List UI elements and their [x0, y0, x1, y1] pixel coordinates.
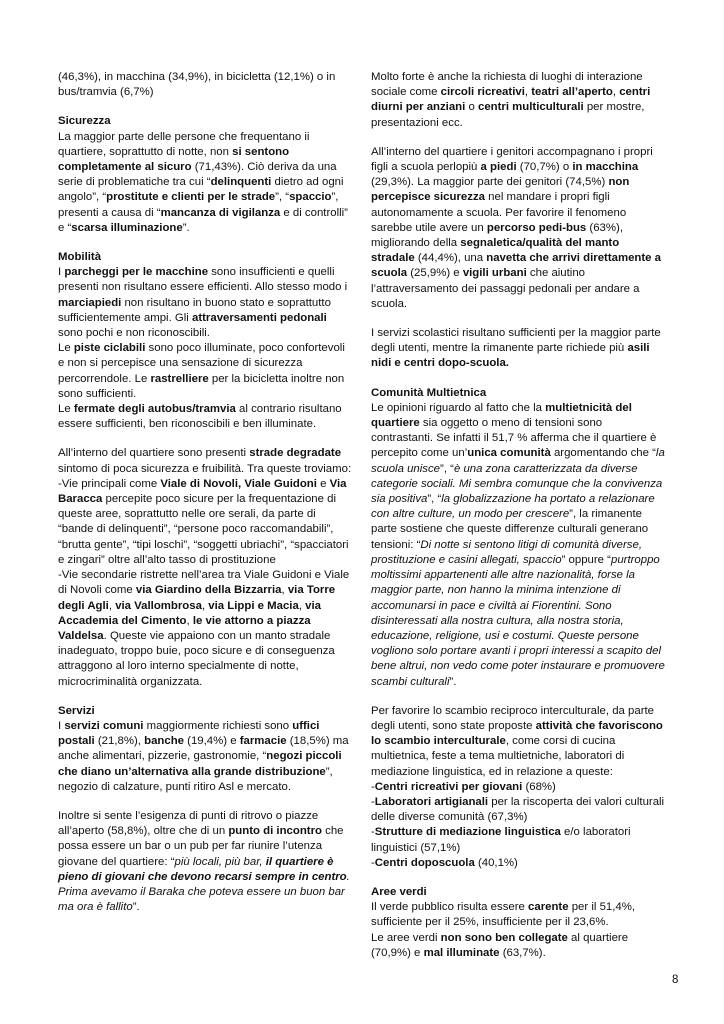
right-paragraph: I servizi scolastici risultano sufficienti per la maggior parte degli utenti, mentre la rimanente parte richiede più asili nidi e centri dopo-scuola. [371, 327, 661, 370]
page-number: 8 [672, 974, 679, 986]
right-paragraph: All’interno del quartiere i genitori accompagnano i propri figli a scuola perlopiù a piedi (70,7%) o in macchina (29,3%). La maggior parte dei genitori (74,5%) non percepisce sicurezza nel mandare i propri figli autonomamente a scuola. Per favorire il fenomeno sarebbe utile avere un percorso pedi-bus (63%), migliorando della segnaletica/qualità del manto stradale (44,4%), una navetta che arrivi direttamente a scuola (25,9%) e vigili urbani che aiutino l’attraversamento dei passaggi pedonali per andare a scuola. [371, 145, 661, 310]
left-heading: Mobilità [58, 251, 102, 264]
left-heading: Sicurezza [58, 115, 111, 128]
right-heading: Aree verdi [371, 885, 427, 898]
left-paragraph: I servizi comuni maggiormente richiesti sono uffici postali (21,8%), banche (19,4%) e farmacie (18,5%) ma anche alimentari, pizzerie, gastronomie, “negozi piccoli che diano un’alternativa alla grande distribuzione”, negozio di calzature, punti ritiro Asl e mercato. [58, 719, 349, 793]
right-paragraph: Il verde pubblico risulta essere carente per il 51,4%, sufficiente per il 25%, insufficiente per il 23,6%. Le aree verdi non sono ben collegate al quartiere (70,9%) e mal illuminate (63,7%). [371, 901, 636, 959]
left-column [58, 70, 352, 929]
left-paragraph: Inoltre si sente l’esigenza di punti di ritrovo o piazze all’aperto (58,8%), oltre che di un punto di incontro che possa essere un bar o un pub per far riunire l’utenza giovane del quartiere: “più locali, più bar, il quartiere è pieno di giovani che devono recarsi sempre in centro. Prima avevamo il Baraka che poteva essere un buon bar ma ora è fallito”. [58, 809, 350, 914]
left-paragraph: (46,3%), in macchina (34,9%), in bicicletta (12,1%) o in bus/tramvia (6,7%) [58, 71, 336, 99]
right-paragraph: Per favorire lo scambio reciproco interculturale, da parte degli utenti, sono state proposte attività che favoriscono lo scambio interculturale, come corsi di cucina multietnica, feste a tema multietniche, laboratori di mediazione linguistica, ed in relazione a queste: -Centri ricreativi per giovani (68%) -Laboratori artigianali per la riscoperta dei valori culturali delle diverse comunità (67,3%) -Strutture di mediazione linguistica e/o laboratori linguistici (57,1%) -Centri doposcuola (40,1%) [371, 704, 665, 869]
right-paragraph: Molto forte è anche la richiesta di luoghi di interazione sociale come circoli ricreativi, teatri all’aperto, centri diurni per anziani o centri multiculturali per mostre, presentazioni ecc. [371, 71, 651, 129]
left-paragraph: I parcheggi per le macchine sono insufficienti e quelli presenti non risultano essere efficienti. Allo stesso modo i marciapiedi non risultano in buono stato e soprattutto sufficientemente ampi. Gli attraversamenti pedonali sono pochi e non riconoscibili. Le piste ciclabili sono poco illuminate, poco confortevoli e non si percepisce una sensazione di sicurezza percorrendole. Le rastrelliere per la bicicletta inoltre non sono sufficienti. Le fermate degli autobus/tramvia al contrario risultano essere sufficienti, ben riconoscibili e ben illuminate. [58, 266, 348, 431]
left-paragraph: All’interno del quartiere sono presenti strade degradate sintomo di poca sicurezza e fruibilità. Tra queste troviamo: -Vie principali come Viale di Novoli, Viale Guidoni e Via Baracca percepite poco sicure per la frequentazione di queste aree, soprattutto nelle ore serali, da parte di “bande di delinquenti”, “persone poco raccomandabili”, “brutta gente”, “tipi loschi”, “soggetti ubriachi”, “spacciatori e zingari” oltre all’alto tasso di prostituzione -Vie secondarie ristrette nell’area tra Viale Guidoni e Viale di Novoli come via Giardino della Bizzarria, via Torre degli Agli, via Vallombrosa, via Lippi e Macia, via Accademia del Cimento, le vie attorno a piazza Valdelsa. Queste vie appaiono con un manto stradale inadeguato, troppo buie, poco sicure e di conseguenza attraggono al loro interno specialmente di notte, microcriminalità organizzata. [58, 447, 352, 688]
right-heading: Comunità Multietnica [371, 386, 487, 399]
left-heading: Servizi [58, 704, 95, 717]
right-paragraph: Le opinioni riguardo al fatto che la multietnicità del quartiere sia oggetto o meno di tensioni sono contrastanti. Se infatti il 51,7 % afferma che il quartiere è percepito come un’unica comunità argomentando che “la scuola unisce”, “è una zona caratterizzata da diverse categorie sociali. Mi sembra comunque che la convivenza sia positiva”, “la globalizzazione ha portato a relazionare con altre culture, un modo per crescere”, la rimanente parte sostiene che queste differenze culturali generano tensioni: “Di notte si sentono litigi di comunità diverse, prostituzione e casini allegati, spaccio” oppure “purtroppo moltissimi appartenenti alle altre nazionalità, forse la maggior parte, non hanno la minima intenzione di accomunarsi in pace e civiltà ai Fiorentini. Sono disinteressati alla nostra cultura, alla nostra storia, educazione, religione, usi e costumi. Queste persone vogliono solo portare avanti i propri interessi a scapito del bene altrui, non vedo come poter instaurare e promuovere scambi culturali”. [371, 401, 665, 688]
right-column [371, 70, 665, 975]
left-paragraph: La maggior parte delle persone che frequentano ii quartiere, soprattutto di notte, non si sentono completamente al sicuro (71,43%). Ciò deriva da una serie di problematiche tra cui “delinquenti dietro ad ogni angolo”, “prostitute e clienti per le strade”, “spaccio”, presenti a causa di “mancanza di vigilanza e di controlli” e “scarsa illuminazione”. [58, 130, 348, 234]
